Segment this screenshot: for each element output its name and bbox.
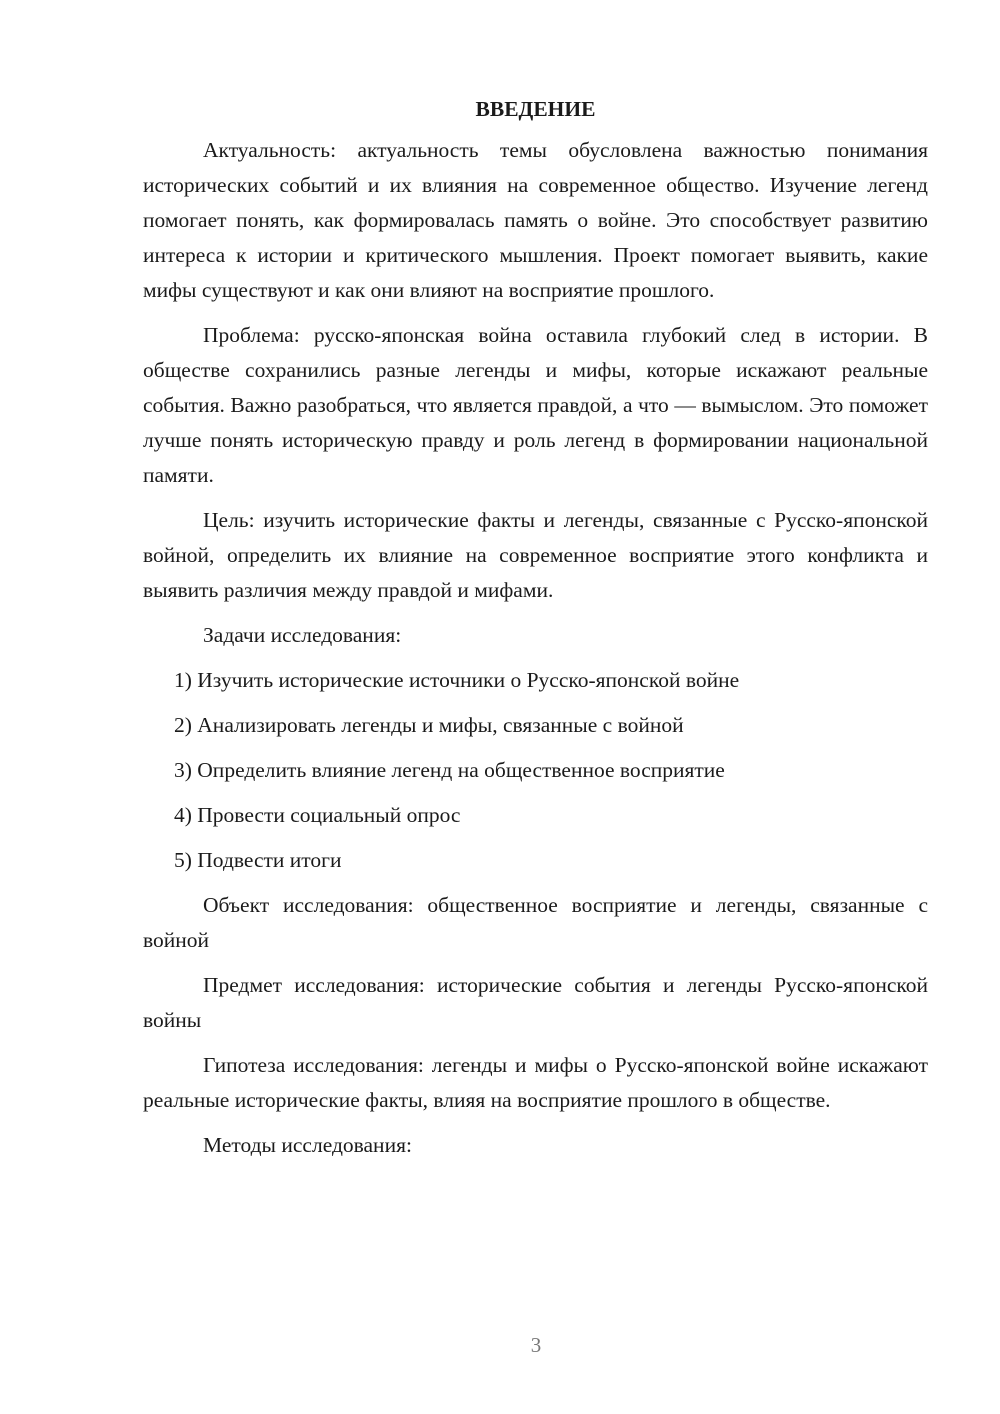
- task-item: 5) Подвести итоги: [174, 848, 342, 872]
- object-paragraph: Объект исследования: общественное восприятие и легенды, связанные с войной: [143, 893, 928, 952]
- subject-paragraph: Предмет исследования: исторические события и легенды Русско-японской войны: [143, 973, 928, 1032]
- section-heading: ВВЕДЕНИЕ: [475, 97, 596, 121]
- task-item: 2) Анализировать легенды и мифы, связанные с войной: [174, 713, 684, 737]
- goal-paragraph: Цель: изучить исторические факты и легенды, связанные с Русско-японской войной, определить их влияние на современное восприятие этого конфликта и выявить различия между правдой и мифами.: [143, 508, 928, 602]
- methods-title: Методы исследования:: [203, 1133, 412, 1157]
- tasks-list: [143, 663, 928, 878]
- hypothesis-paragraph: Гипотеза исследования: легенды и мифы о Русско-японской войне искажают реальные исторические факты, влияя на восприятие прошлого в обществе.: [143, 1053, 928, 1112]
- task-item: 3) Определить влияние легенд на общественное восприятие: [174, 758, 725, 782]
- task-item: 4) Провести социальный опрос: [174, 803, 461, 827]
- relevance-paragraph: Актуальность: актуальность темы обусловлена важностью понимания исторических событий и их влияния на современное общество. Изучение легенд помогает понять, как формировалась память о войне. Это способствует развитию интереса к истории и критического мышления. Проект помогает выявить, какие мифы существуют и как они влияют на восприятие прошлого.: [143, 138, 928, 302]
- page-number: 3: [530, 1333, 542, 1357]
- tasks-title: Задачи исследования:: [203, 623, 402, 647]
- problem-paragraph: Проблема: русско-японская война оставила глубокий след в истории. В обществе сохранились разные легенды и мифы, которые искажают реальные события. Важно разобраться, что является правдой, а что — вымыслом. Это поможет лучше понять историческую правду и роль легенд в формировании национальной памяти.: [143, 323, 928, 487]
- document-page: [143, 92, 928, 1173]
- task-item: 1) Изучить исторические источники о Русско-японской войне: [174, 668, 740, 692]
